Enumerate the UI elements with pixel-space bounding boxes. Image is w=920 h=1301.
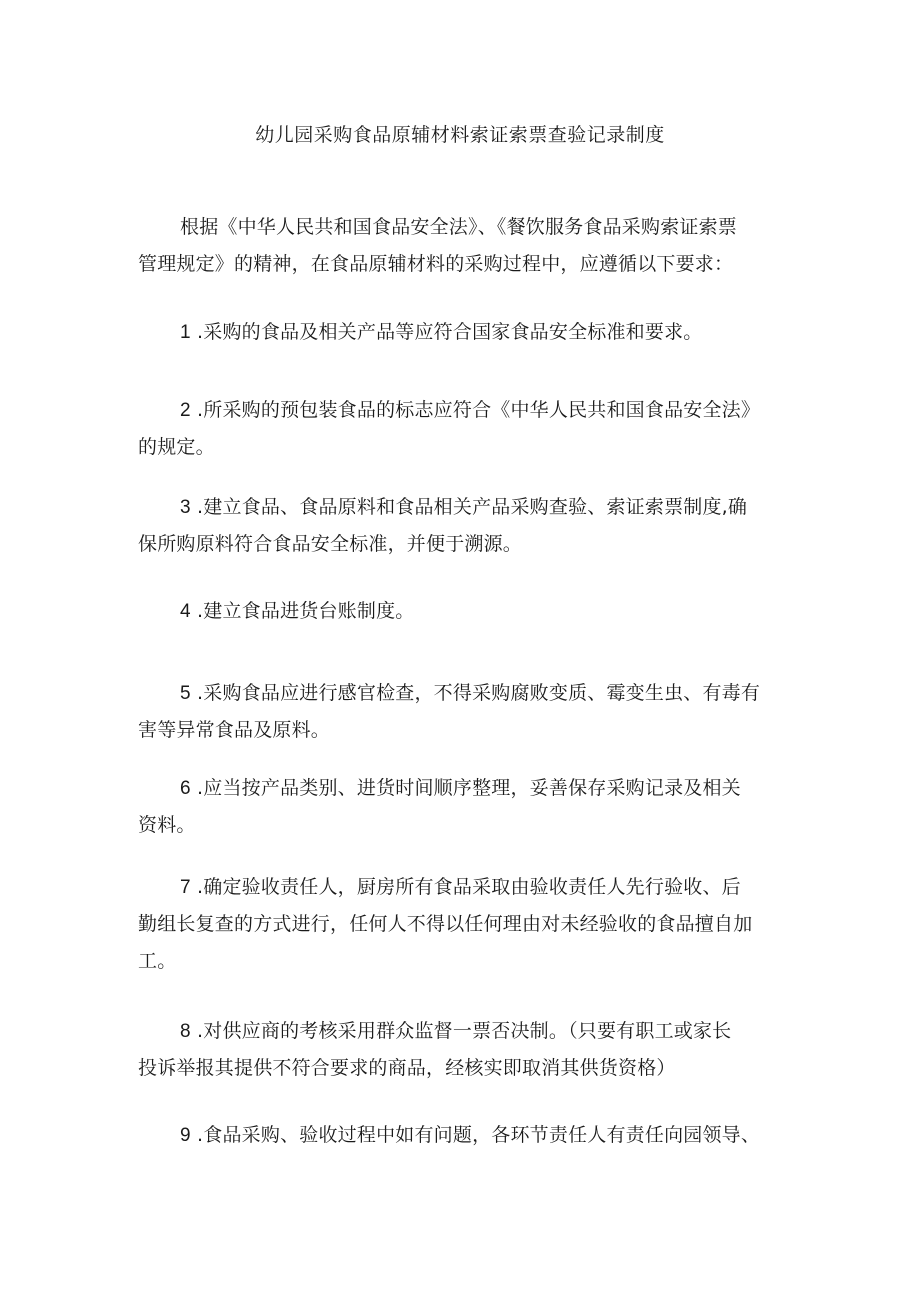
- item-text: .应当按产品类别、进货时间顺序整理，妥善保存采购记录及相关: [197, 777, 741, 799]
- item-text: .对供应商的考核采用群众监督一票否决制。（只要有职工或家长: [197, 1020, 732, 1042]
- item-text: 保所购原料符合食品安全标准，并便于溯源。: [138, 533, 523, 555]
- item-number: 2: [180, 400, 191, 421]
- list-item: [138, 314, 793, 351]
- item-text: 工。: [138, 950, 177, 972]
- list-item: [138, 392, 793, 466]
- item-number: 4: [180, 601, 191, 622]
- list-item: [138, 869, 793, 980]
- item-text: .采购食品应进行感官检查，不得采购腐败变质、霉变生虫、有毒有: [197, 682, 761, 704]
- item-text: .建立食品、食品原料和食品相关产品采购查验、索证索票制度,确: [197, 496, 748, 518]
- item-text: 资料。: [138, 814, 196, 836]
- intro-paragraph: [138, 209, 793, 283]
- item-number: 6: [180, 778, 191, 799]
- item-text: 害等异常食品及原料。: [138, 719, 331, 741]
- item-text: 勤组长复查的方式进行，任何人不得以任何理由对未经验收的食品擅自加: [138, 913, 753, 935]
- item-number: 3: [180, 497, 191, 518]
- item-number: 1: [180, 322, 191, 343]
- item-number: 8: [180, 1021, 191, 1042]
- item-text: .食品采购、验收过程中如有问题，各环节责任人有责任向园领导、: [197, 1124, 761, 1146]
- item-text: .建立食品进货台账制度。: [197, 600, 415, 622]
- list-item: [138, 675, 793, 749]
- list-item: [138, 1013, 793, 1087]
- intro-line: 根据《中华人民共和国食品安全法》、《餐饮服务食品采购索证索票: [180, 216, 738, 238]
- list-item: [138, 1117, 793, 1154]
- item-text: .采购的食品及相关产品等应符合国家食品安全标准和要求。: [197, 321, 703, 343]
- item-number: 9: [180, 1125, 191, 1146]
- item-text: .所采购的预包装食品的标志应符合《中华人民共和国食品安全法》: [197, 399, 761, 421]
- intro-line: 管理规定》的精神，在食品原辅材料的采购过程中，应遵循以下要求：: [138, 253, 734, 275]
- item-number: 7: [180, 877, 191, 898]
- list-item: [138, 489, 793, 563]
- item-text: .确定验收责任人，厨房所有食品采取由验收责任人先行验收、后: [197, 876, 741, 898]
- list-item: [138, 770, 793, 844]
- item-text: 的规定。: [138, 436, 215, 458]
- document-title: 幼儿园采购食品原辅材料索证索票查验记录制度: [255, 124, 665, 146]
- item-text: 投诉举报其提供不符合要求的商品，经核实即取消其供货资格）: [138, 1057, 676, 1079]
- item-number: 5: [180, 683, 191, 704]
- list-item: [138, 593, 793, 630]
